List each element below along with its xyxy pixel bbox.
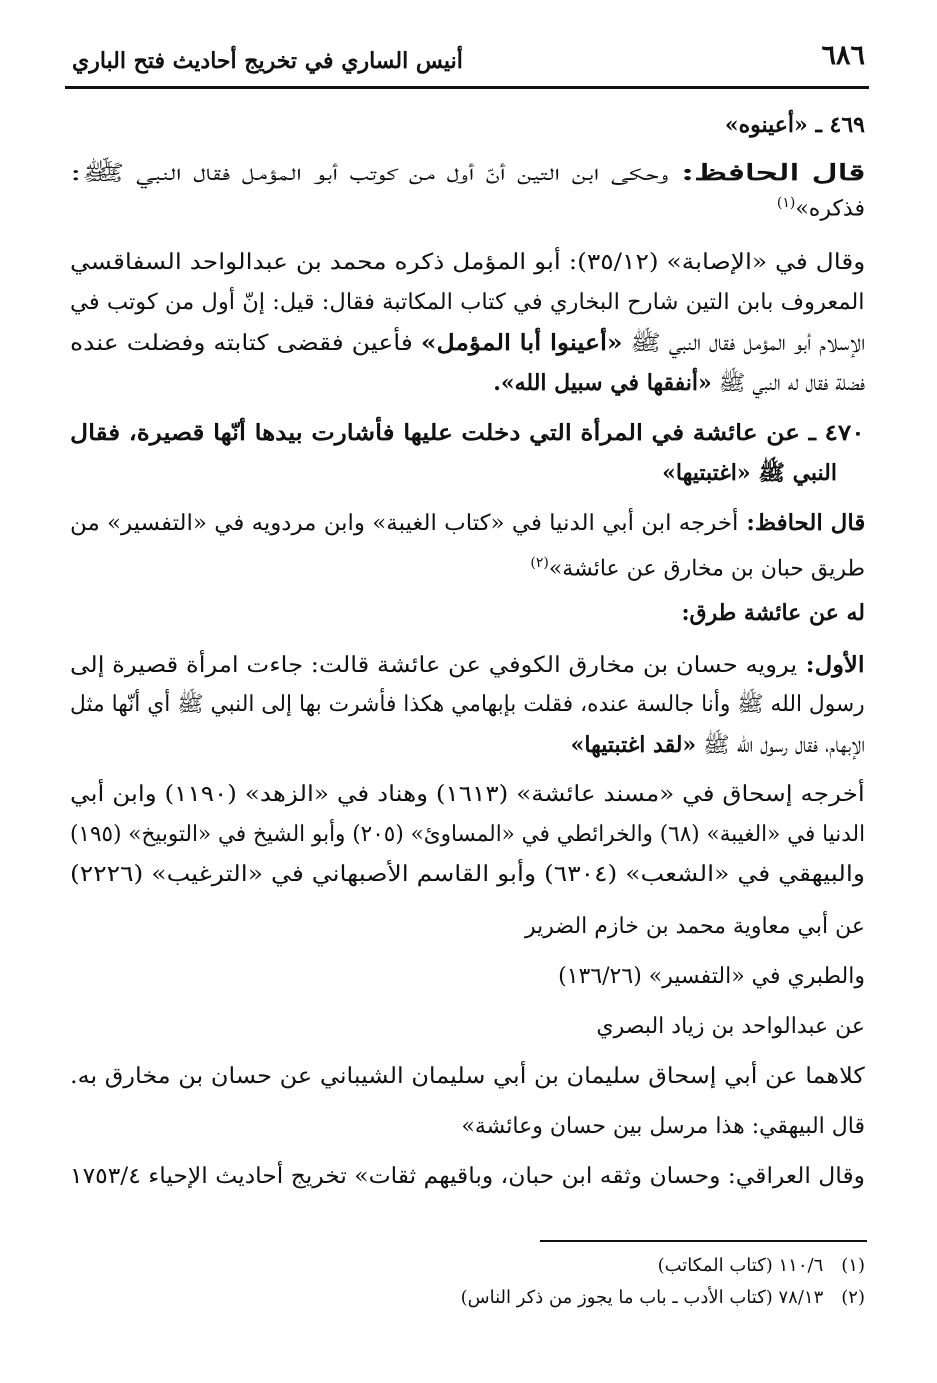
text-segment: وحكى ابن التين أنّ أول من كوتب أبو المؤمل فقال النبي ﷺ: [69,161,669,186]
text-line [70,690,865,720]
text-line [493,368,865,399]
text-segment: المعروف بابن التين شارح البخاري في كتاب المكاتبة فقال: قيل: إنّ أول من كوتب في [70,290,865,315]
text-segment: فذكره» [795,196,865,222]
text-segment: (١) [776,195,796,211]
text-segment: قال البيهقي: هذا مرسل بين حسان وعائشة» [461,1114,865,1139]
text-segment: كلاهما عن أبي إسحاق سليمان بن أبي سليمان الشيباني عن حسان بن مخارق به. [70,1064,865,1089]
bold-segment: النبي ﷺ «اغتبتيها» [662,460,837,486]
text-line [70,328,865,359]
text-line [662,458,837,489]
text-line [461,1112,865,1142]
text-line [70,1062,865,1092]
text-segment: الإبهام، فقال رسول الله ﷺ [696,733,865,758]
footnote-rule [540,1240,867,1242]
text-segment: أخرجه إسحاق في «مسند عائشة» (١٦١٣) وهناد في «الزهد» (١١٩٠) وابن أبي [70,782,865,807]
text-segment: والطبري في «التفسير» (١٣٦/٢٦) [558,964,865,989]
footnote-number: (١) [841,1255,865,1276]
text-line [70,650,865,681]
text-segment: وقال العراقي: وحسان وثقه ابن حبان، وباقيهم ثقات» تخريج أحاديث الإحياء ١٧٥٣/٤ [70,1164,865,1189]
text-line [70,508,865,539]
text-line [70,860,865,890]
text-line [70,1162,865,1192]
bold-segment: له عن عائشة طرق: [681,600,865,626]
text-line [70,780,865,810]
bold-segment: «أنفقها في سبيل الله». [493,370,712,396]
text-segment: الدنيا في «الغيبة» (٦٨) والخرائطي في «المساوئ» (٢٠٥) وأبو الشيخ في «التوبيخ» (١٩٥) [69,822,865,847]
running-title: أنيس الساري في تخريج أحاديث فتح الباري [72,48,463,74]
text-line [70,288,865,318]
text-line [725,110,865,141]
footnote-text: ٧٨/١٣ (كتاب الأدب ـ باب ما يجوز من ذكر الناس) [460,1287,824,1308]
footnote [658,1254,865,1278]
text-line [70,248,865,278]
bold-segment: قال الحافظ: [738,510,865,536]
text-line [777,188,865,224]
footnote-number: (٢) [841,1287,865,1308]
text-segment: (٢) [530,555,549,571]
text-segment: فضلة فقال له النبي ﷺ [711,371,865,396]
text-segment: والبيهقي في «الشعب» (٦٣٠٤) وأبو القاسم الأصبهاني في «الترغيب» (٢٢٢٦) [70,862,865,887]
page-number: ٦٨٦ [821,40,865,71]
text-line [70,820,865,850]
text-line [681,598,865,629]
text-line [530,548,865,584]
text-line [571,730,865,761]
bold-segment: «أعينوا أبا المؤمل» [420,330,623,356]
text-segment: يرويه حسان بن مخارق الكوفي عن عائشة قالت: جاءت امرأة قصيرة إلى [70,653,798,678]
text-line [70,418,865,449]
text-line [596,1012,865,1042]
text-line [558,962,865,992]
text-segment: عن أبي معاوية محمد بن خازم الضرير [524,914,865,939]
text-segment: فأعين فقضى كتابته وفضلت عنده [69,331,421,356]
footnote-text: ١١٠/٦ (كتاب المكاتب) [657,1255,824,1276]
footnote [461,1286,865,1310]
header-rule [65,86,869,89]
bold-segment: «لقد اغتبتيها» [570,732,697,758]
bold-segment: ٤٧٠ ـ عن عائشة في المرأة التي دخلت عليها فأشارت بيدها أنّها قصيرة، فقال [70,420,865,446]
bold-segment: قال الحافظ: [668,160,865,186]
text-segment: أخرجه ابن أبي الدنيا في «كتاب الغيبة» وابن مردويه في «التفسير» من [69,511,739,536]
bold-segment: ٤٦٩ ـ «أعينوه» [724,112,865,138]
text-segment: طريق حبان بن مخارق عن عائشة» [548,556,865,582]
text-segment: رسول الله ﷺ وأنا جالسة عنده، فقلت بإبهامي هكذا فأشرت بها إلى النبي ﷺ أي أنّها مثل [70,692,865,717]
text-line [69,158,865,189]
text-segment: عن عبدالواحد بن زياد البصري [596,1014,865,1039]
bold-segment: الأول: [797,652,865,678]
text-segment: الإسلام أبو المؤمل فقال النبي ﷺ [622,331,865,356]
text-segment: وقال في «الإصابة» (٣٥/١٢): أبو المؤمل ذكره محمد بن عبدالواحد السفاقسي [69,250,865,275]
text-line [525,912,865,942]
